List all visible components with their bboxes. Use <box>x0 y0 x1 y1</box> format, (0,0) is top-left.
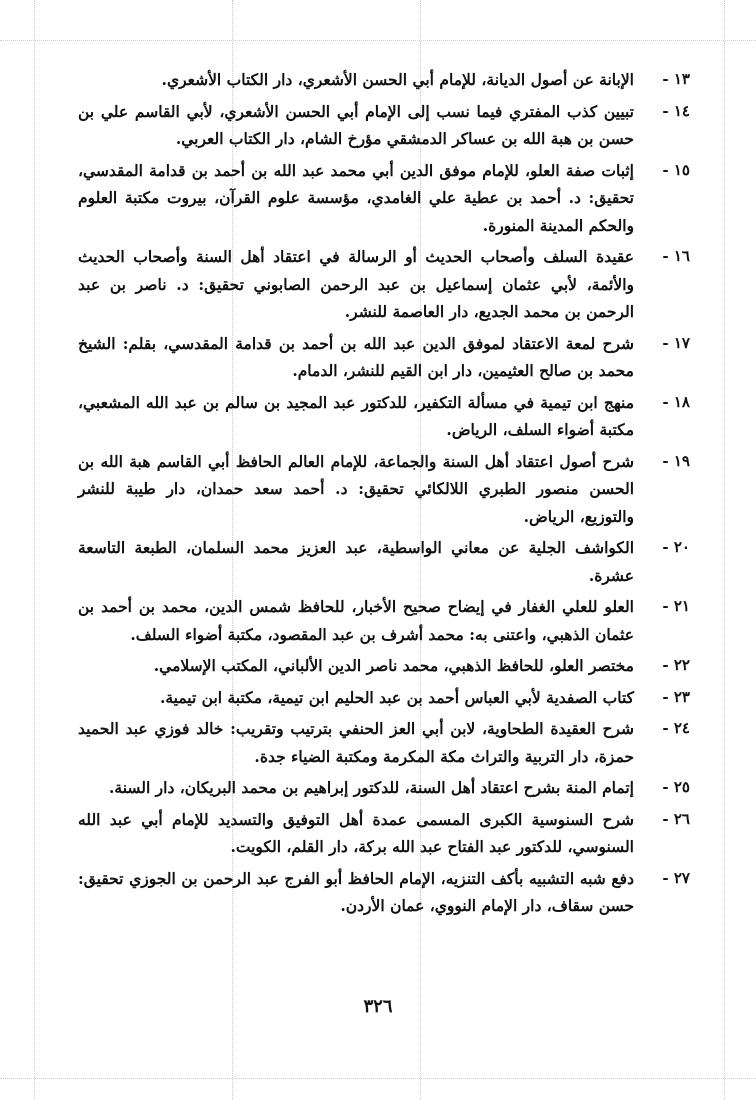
bibliography-entry <box>78 652 690 680</box>
entry-number: ١٣ - <box>662 70 690 88</box>
bibliography-entry <box>78 534 690 589</box>
entry-text: الإبانة عن أصول الديانة، للإمام أبي الحسن الأشعري، دار الكتاب الأشعري. <box>161 70 634 89</box>
entry-number: ٢١ - <box>662 597 690 615</box>
bibliography-list <box>78 66 690 924</box>
bibliography-entry <box>78 330 690 385</box>
bibliography-entry <box>78 715 690 770</box>
entry-text: كتاب الصفدية لأبي العباس أحمد بن عبد الحليم ابن تيمية، مكتبة ابن تيمية. <box>159 687 634 707</box>
bibliography-entry <box>78 593 690 648</box>
bibliography-entry <box>78 389 690 444</box>
entry-number: ٢٠ - <box>662 538 690 556</box>
entry-text: شرح أصول اعتقاد أهل السنة والجماعة، للإمام العالم الحافظ أبي القاسم هبة الله بن الحسن منصور الطبري اللالكائي تحقيق: د. أحمد سعد حمدان، دار طيبة للنشر والتوزيع، الرياض. <box>78 451 634 526</box>
entry-number: ١٦ - <box>662 247 690 265</box>
entry-text: الكواشف الجلية عن معاني الواسطية، عبد العزيز محمد السلمان، الطبعة التاسعة عشرة. <box>78 538 634 585</box>
entry-text: مختصر العلو، للحافظ الذهبي، محمد ناصر الدين الألباني، المكتب الإسلامي. <box>153 656 634 675</box>
entry-text: شرح العقيدة الطحاوية، لابن أبي العز الحنفي بترتيب وتقريب: خالد فوزي عبد الحميد حمزة، دار التربية والتراث مكة المكرمة ومكتبة الضياء جدة. <box>78 719 634 766</box>
entry-number: ٢٤ - <box>662 719 690 737</box>
scan-guide-line <box>724 0 725 1100</box>
bibliography-entry <box>78 243 690 326</box>
scan-guide-line <box>34 0 35 1100</box>
entry-text: إتمام المنة بشرح اعتقاد أهل السنة، للدكتور إبراهيم بن محمد البريكان، دار السنة. <box>109 778 634 797</box>
bibliography-entry <box>78 774 690 802</box>
bibliography-entry <box>78 98 690 153</box>
scan-guide-line <box>0 1078 756 1079</box>
entry-number: ٢٣ - <box>662 687 690 706</box>
entry-text: عقيدة السلف وأصحاب الحديث أو الرسالة في اعتقاد أهل السنة وأصحاب الحديث والأئمة، لأبي عثمان إسماعيل بن عبد الرحمن الصابوني تحقيق: د. ناصر بن عبد الرحمن بن محمد الجديع، دار العاصمة للنشر. <box>78 247 634 321</box>
bibliography-entry <box>78 806 690 861</box>
entry-number: ٢٧ - <box>662 868 690 887</box>
entry-number: ٢٦ - <box>662 809 690 828</box>
entry-text: تبيين كذب المفتري فيما نسب إلى الإمام أبي الحسن الأشعري، لأبي القاسم علي بن حسن بن هبة الله بن عساكر الدمشقي مؤرخ الشام، دار الكتاب العربي. <box>78 101 634 148</box>
bibliography-entry <box>78 157 690 240</box>
entry-number: ٢٥ - <box>662 778 690 796</box>
entry-text: العلو للعلي الغفار في إيضاح صحيح الأخبار، للحافظ شمس الدين، محمد بن أحمد بن عثمان الذهبي، واعتنى به: محمد أشرف بن عبد المقصود، مكتبة أضواء السلف. <box>78 597 634 644</box>
entry-number: ١٤ - <box>662 101 690 120</box>
entry-number: ٢٢ - <box>662 656 690 674</box>
bibliography-entry <box>78 865 690 920</box>
entry-text: شرح لمعة الاعتقاد لموفق الدين عبد الله بن أحمد بن قدامة المقدسي، بقلم: الشيخ محمد بن صالح العثيمين، دار ابن القيم للنشر، الدمام. <box>78 333 634 380</box>
bibliography-entry <box>78 684 690 712</box>
entry-number: ١٥ - <box>662 160 690 179</box>
bibliography-entry <box>78 448 690 531</box>
entry-text: شرح السنوسية الكبرى المسمى عمدة أهل التوفيق والتسديد للإمام أبي عبد الله السنوسي، للدكتور عبد الفتاح عبد الله بركة، دار القلم، الكويت. <box>78 809 634 856</box>
entry-text: دفع شبه التشبيه بأكف التنزيه، الإمام الحافظ أبو الفرج عبد الرحمن بن الجوزي تحقيق: حسن سقاف، دار الإمام النووي، عمان الأردن. <box>78 868 634 915</box>
scan-guide-line <box>0 40 756 41</box>
entry-text: منهج ابن تيمية في مسألة التكفير، للدكتور عبد المجيد بن سالم بن عبد الله المشعبي، مكتبة أضواء السلف، الرياض. <box>78 392 634 439</box>
bibliography-entry <box>78 66 690 94</box>
entry-number: ١٨ - <box>662 392 690 411</box>
page-number: ٣٢٦ <box>363 996 393 1017</box>
entry-text: إثبات صفة العلو، للإمام موفق الدين أبي محمد عبد الله بن أحمد بن قدامة المقدسي، تحقيق: د. أحمد بن عطية علي الغامدي، مؤسسة علوم القرآن، بيروت مكتبة العلوم والحكم المدينة المنورة. <box>78 160 634 235</box>
entry-number: ١٧ - <box>662 333 690 352</box>
entry-number: ١٩ - <box>662 451 690 470</box>
